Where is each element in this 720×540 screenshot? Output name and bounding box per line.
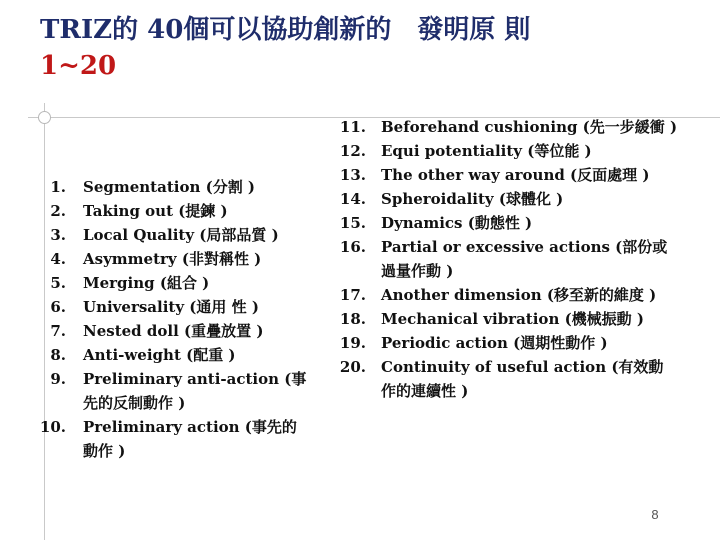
item-text-continuation: 動作 ) xyxy=(83,442,126,460)
list-item xyxy=(334,163,714,187)
item-number: 1. xyxy=(50,178,66,196)
item-text: Anti-weight (配重 ) xyxy=(83,346,236,364)
list-item xyxy=(36,271,336,295)
item-text: Dynamics (動態性 ) xyxy=(381,214,533,232)
item-number: 12. xyxy=(339,142,366,160)
item-number: 11. xyxy=(339,118,366,136)
item-text-continuation: 先的反制動作 ) xyxy=(83,394,186,412)
list-item xyxy=(36,247,336,271)
item-text: Beforehand cushioning (先一步緩衝 ) xyxy=(381,118,678,136)
item-number: 6. xyxy=(50,298,66,316)
item-text: Equi potentiality (等位能 ) xyxy=(381,142,592,160)
item-text: Segmentation (分割 ) xyxy=(83,178,256,196)
item-text: Preliminary anti-action (事 xyxy=(83,370,307,388)
item-number: 15. xyxy=(339,214,366,232)
item-text: Another dimension (移至新的維度 ) xyxy=(381,286,657,304)
list-item xyxy=(36,199,336,223)
slide-title xyxy=(40,12,680,84)
list-item xyxy=(334,283,714,307)
item-text: Universality (通用 性 ) xyxy=(83,298,259,316)
item-number: 18. xyxy=(339,310,366,328)
item-text: Nested doll (重疊放置 ) xyxy=(83,322,264,340)
item-text: Taking out (提鍊 ) xyxy=(83,202,228,220)
slide-title-line-1: TRIZ的 40個可以協助創新的 發明原 則 xyxy=(40,15,531,45)
principles-list-right xyxy=(334,115,714,403)
item-text-continuation: 作的連續性 ) xyxy=(381,382,469,400)
item-number: 16. xyxy=(339,238,366,256)
item-number: 14. xyxy=(339,190,366,208)
item-number: 8. xyxy=(50,346,66,364)
list-item xyxy=(334,307,714,331)
item-text-continuation: 過量作動 ) xyxy=(381,262,454,280)
slide-title-line-2: 1~20 xyxy=(40,51,117,81)
item-text: Local Quality (局部品質 ) xyxy=(83,226,279,244)
item-number: 7. xyxy=(50,322,66,340)
divider-circle-ornament xyxy=(38,111,51,124)
list-item xyxy=(36,319,336,343)
list-item xyxy=(36,343,336,367)
list-item xyxy=(334,235,714,283)
item-number: 20. xyxy=(339,358,366,376)
item-text: Merging (組合 ) xyxy=(83,274,210,292)
item-text: Preliminary action (事先的 xyxy=(83,418,297,436)
item-number: 17. xyxy=(339,286,366,304)
list-item xyxy=(334,187,714,211)
page-number: 8 xyxy=(651,507,659,522)
item-text: Mechanical vibration (機械振動 ) xyxy=(381,310,644,328)
item-text: Partial or excessive actions (部份或 xyxy=(381,238,668,256)
item-number: 10. xyxy=(39,418,66,436)
item-text: Continuity of useful action (有效動 xyxy=(381,358,664,376)
item-number: 19. xyxy=(339,334,366,352)
item-number: 5. xyxy=(50,274,66,292)
item-number: 13. xyxy=(339,166,366,184)
item-text: Asymmetry (非對稱性 ) xyxy=(83,250,262,268)
item-text: Periodic action (週期性動作 ) xyxy=(381,334,608,352)
list-item xyxy=(36,367,336,415)
item-text: Spheroidality (球體化 ) xyxy=(381,190,564,208)
item-text: The other way around (反面處理 ) xyxy=(381,166,650,184)
list-item xyxy=(334,211,714,235)
list-item xyxy=(334,139,714,163)
list-item xyxy=(334,355,714,403)
list-item xyxy=(36,415,336,463)
list-item xyxy=(334,115,714,139)
list-item xyxy=(36,295,336,319)
item-number: 4. xyxy=(50,250,66,268)
list-item xyxy=(334,331,714,355)
item-number: 2. xyxy=(50,202,66,220)
list-item xyxy=(36,175,336,199)
item-number: 3. xyxy=(50,226,66,244)
item-number: 9. xyxy=(50,370,66,388)
list-item xyxy=(36,223,336,247)
principles-list-left xyxy=(36,175,336,463)
